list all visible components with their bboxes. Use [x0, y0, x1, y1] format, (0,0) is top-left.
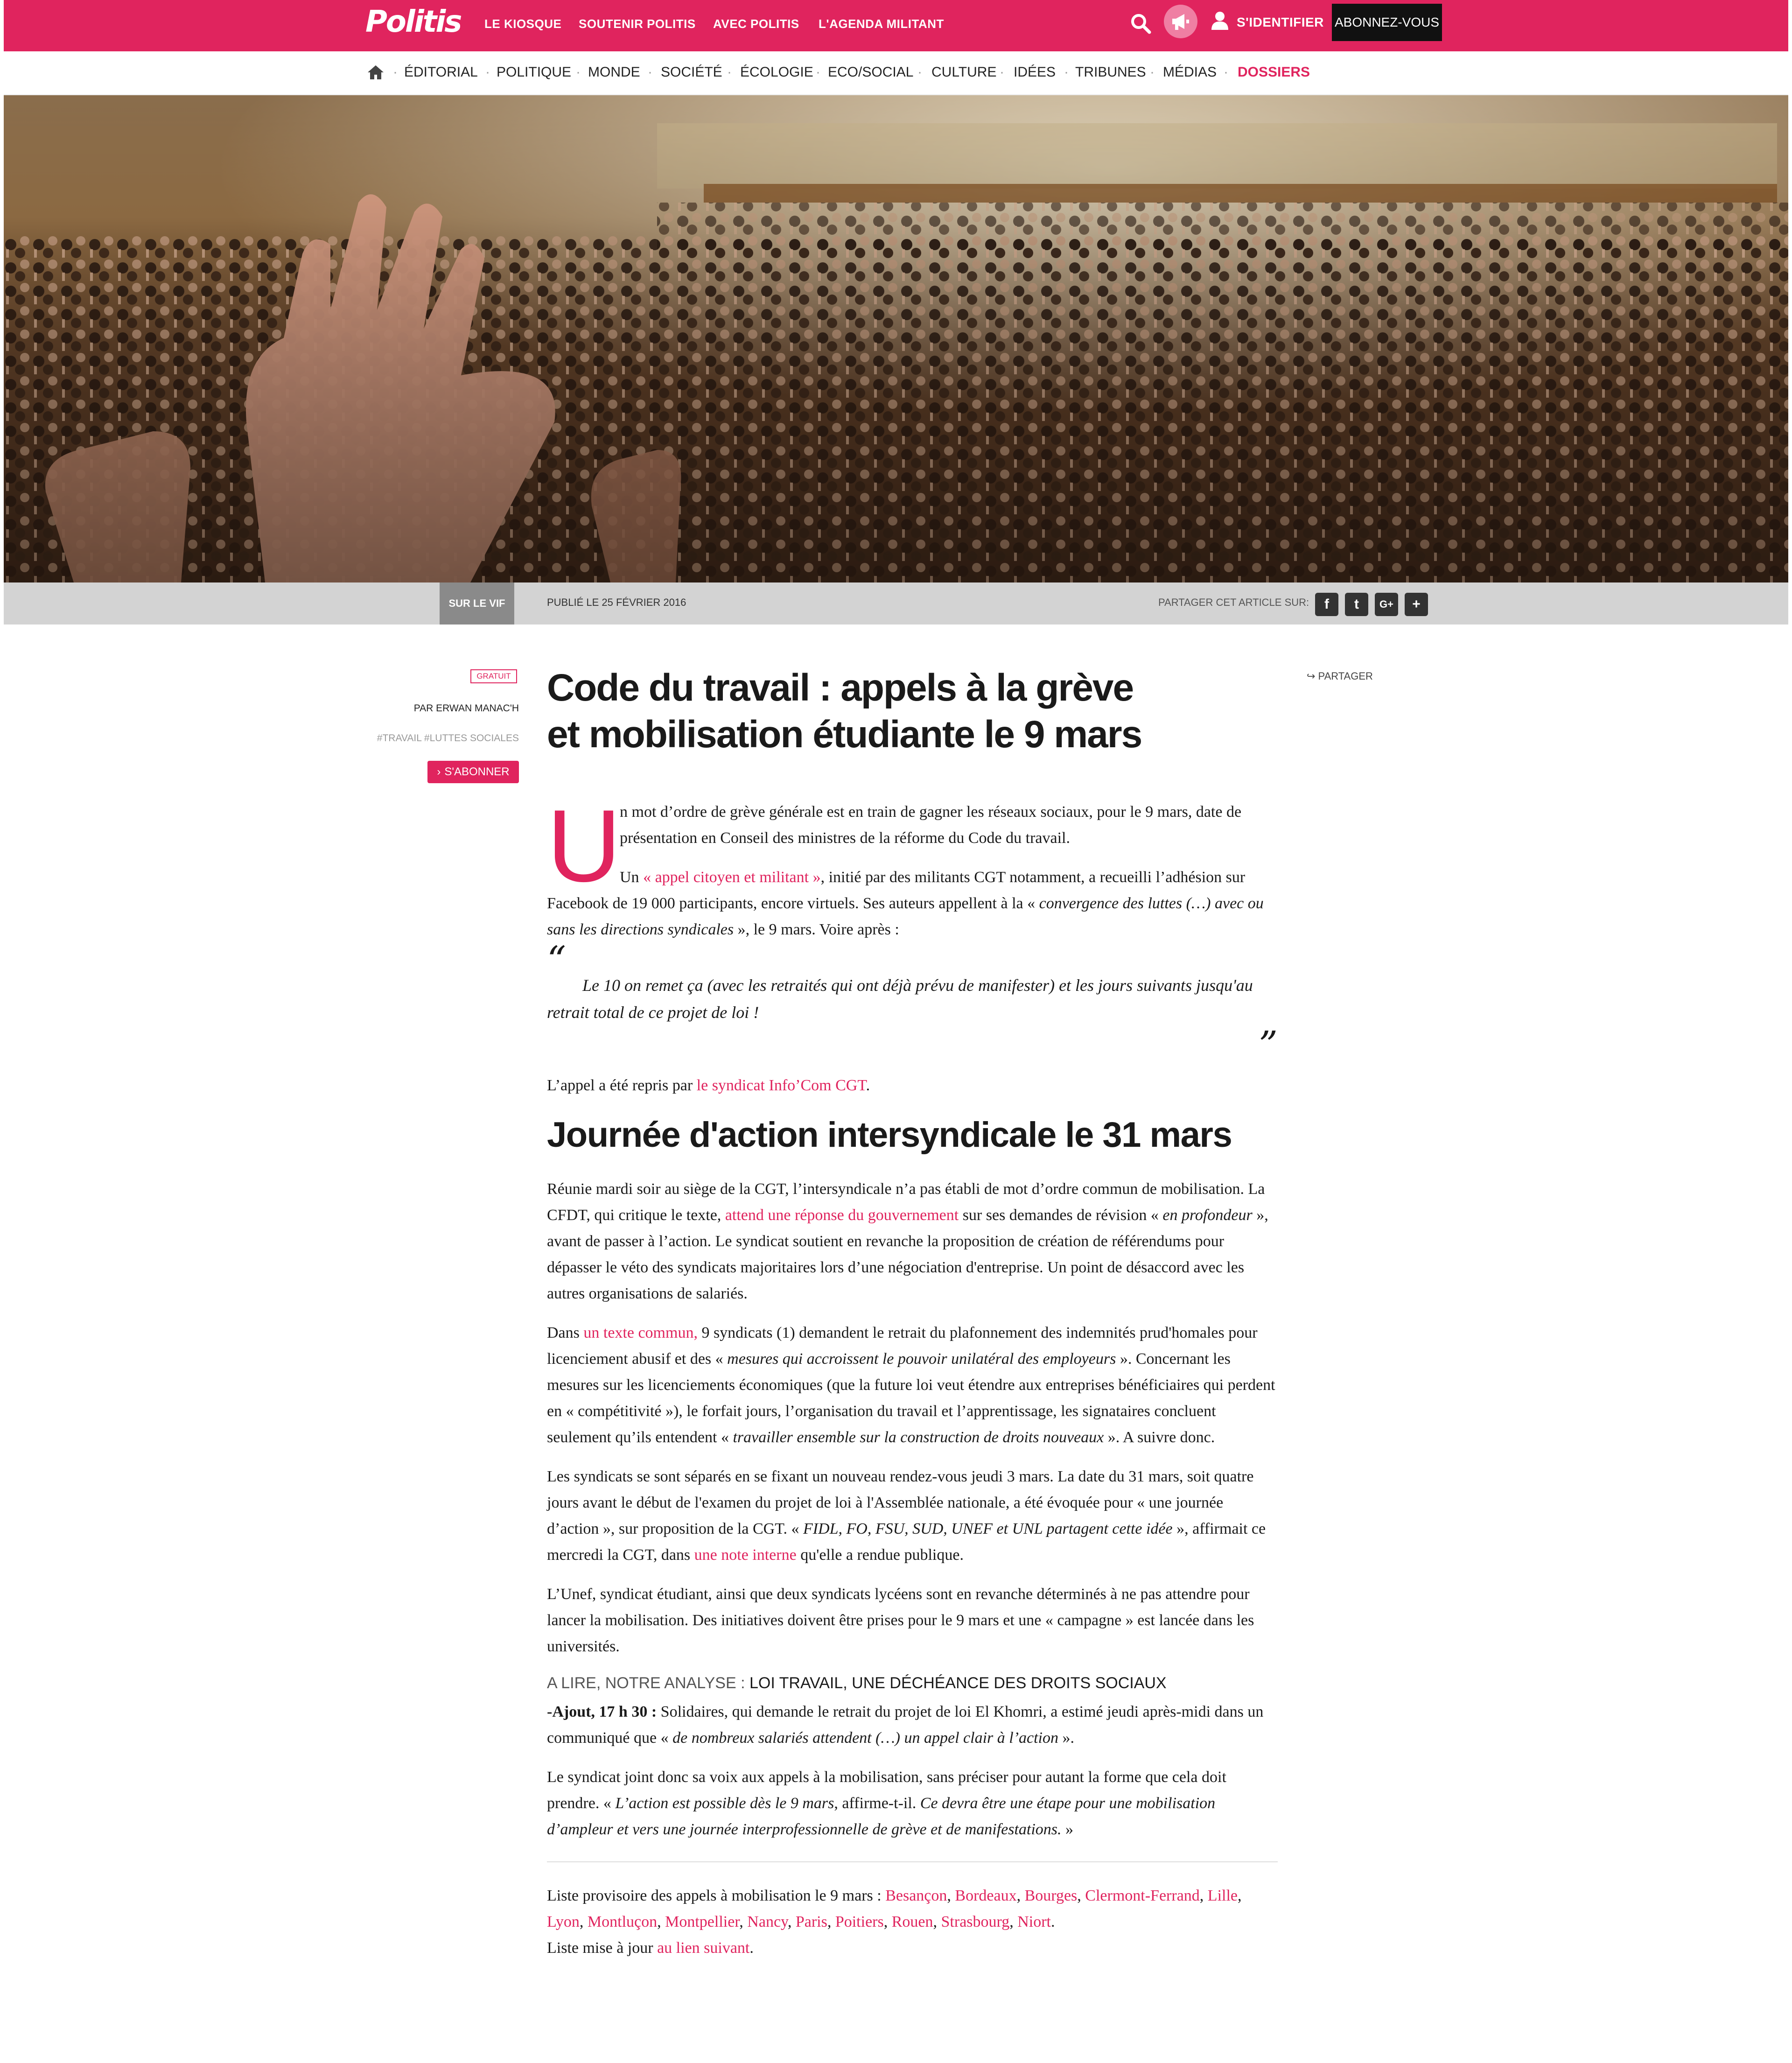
nav-ecologie[interactable]: ÉCOLOGIE	[740, 64, 813, 80]
paragraph-1: n mot d’ordre de grève générale est en train de gagner les réseaux sociaux, pour le 9 mars, date de présentation en Conseil des ministres de la réforme du Code du travail.	[620, 803, 1242, 847]
divider	[547, 1861, 1278, 1862]
facebook-share-button[interactable]: f	[1315, 593, 1338, 616]
paragraph-4: Réunie mardi soir au siège de la CGT, l’intersyndicale n’a pas établi de mot d’ordre commun de mobilisation. La CFDT, qui critique le texte, attend une réponse du gouvernement sur ses demandes de révision « en profondeur », avant de passer à l’action. Le syndicat soutient en revanche la proposition de création de référendums pour dépasser le véto des syndicats majoritaires lors d’une négociation d'entreprise. Un point de désaccord avec les autres organisations de salariés.	[547, 1180, 1268, 1302]
section-heading: Journée d'action intersyndicale le 31 mars	[547, 1115, 1232, 1155]
close-quote-icon: ”	[1259, 1023, 1278, 1067]
related-article-link[interactable]: LOI TRAVAIL, UNE DÉCHÉANCE DES DROITS SOCIAUX	[749, 1674, 1167, 1692]
city-link[interactable]: Niort	[1017, 1913, 1051, 1930]
note-interne-link[interactable]: une note interne	[694, 1546, 797, 1564]
update-link[interactable]: au lien suivant	[657, 1939, 750, 1957]
appel-citoyen-link[interactable]: « appel citoyen et militant »	[643, 869, 821, 886]
nav-dossiers[interactable]: DOSSIERS	[1238, 64, 1310, 80]
article-title: Code du travail : appels à la grève et mobilisation étudiante le 9 mars	[547, 667, 1142, 756]
share-link-label: PARTAGER	[1318, 670, 1373, 682]
city-link[interactable]: Poitiers	[835, 1913, 884, 1930]
top-bar	[4, 0, 1788, 51]
paragraph-2: Un « appel citoyen et militant », initié par des militants CGT notamment, a recueilli l’adhésion sur Facebook de 19 000 participants, encore virtuels. Ses auteurs appellent à la « convergence des luttes (…) avec ou sans les directions syndicales », le 9 mars. Voire après :	[547, 869, 1264, 938]
paragraph-5: Dans un texte commun, 9 syndicats (1) demandent le retrait du plafonnement des indemnités prud'homales pour licenciement abusif et des « mesures qui accroissent le pouvoir unilatéral des employeurs ». Concernant les mesures sur les licenciements économiques (que la future loi veut étendre aux entreprises bénéficiaires qui perdent en « compétitivité »), le forfait jours, l’organisation du travail et l’apprentissage, les signataires concluent seulement qu’ils entendent « travailler ensemble sur la construction de droits nouveaux ». A suivre donc.	[547, 1324, 1275, 1446]
share-label: PARTAGER CET ARTICLE SUR:	[1158, 596, 1309, 608]
city-link[interactable]: Besançon	[885, 1887, 947, 1904]
paragraph-10: Liste provisoire des appels à mobilisation le 9 mars : Besançon, Bordeaux, Bourges, Clermont-Ferrand, Lille, Lyon, Montluçon, Montpellier, Nancy, Paris, Poitiers, Rouen, Strasbourg, Niort. Liste mise à jour au lien suivant.	[547, 1887, 1242, 1957]
city-link[interactable]: Montpellier	[665, 1913, 740, 1930]
cfdt-link[interactable]: attend une réponse du gouvernement	[725, 1207, 959, 1224]
city-link[interactable]: Bourges	[1024, 1887, 1078, 1904]
city-link[interactable]: Paris	[795, 1913, 827, 1930]
nav-avec-politis[interactable]: AVEC POLITIS	[713, 17, 799, 31]
article-body	[547, 788, 1278, 1974]
paragraph-8: -Ajout, 17 h 30 : Solidaires, qui demande le retrait du projet de loi El Khomri, a estimé jeudi après-midi dans un communiqué que « de nombreux salariés attendent (…) un appel clair à l’action ».	[547, 1703, 1264, 1747]
section-nav: · ÉDITORIAL · POLITIQUE · MONDE · SOCIÉTÉ · ÉCOLOGIE · ECO/SOCIAL · CULTURE · IDÉES · TRIBUNES · MÉDIAS · DOSSIERS	[4, 51, 1788, 95]
city-link[interactable]: Lyon	[547, 1913, 580, 1930]
city-link[interactable]: Clermont-Ferrand	[1085, 1887, 1200, 1904]
city-link[interactable]: Montluçon	[587, 1913, 658, 1930]
city-link[interactable]: Lille	[1207, 1887, 1238, 1904]
paragraph-6: Les syndicats se sont séparés en se fixant un nouveau rendez-vous jeudi 3 mars. La date du 31 mars, soit quatre jours avant le début de l'examen du projet de loi à l'Assemblée nationale, a été évoquée pour « une journée d’action », sur proposition de la CGT. « FIDL, FO, FSU, SUD, UNEF et UNL partagent cette idée », affirmait ce mercredi la CGT, dans une note interne qu'elle a rendue publique.	[547, 1468, 1266, 1564]
city-link[interactable]: Nancy	[747, 1913, 788, 1930]
texte-commun-link[interactable]: un texte commun,	[583, 1324, 698, 1341]
share-link[interactable]: ↪ PARTAGER	[1307, 670, 1373, 682]
subscribe-side-label: S'ABONNER	[444, 765, 510, 778]
twitter-share-button[interactable]: t	[1345, 593, 1368, 616]
nav-politique[interactable]: POLITIQUE	[497, 64, 572, 80]
city-links: Besançon, Bordeaux, Bourges, Clermont-Ferrand, Lille, Lyon, Montluçon, Montpellier, Nancy, Paris, Poitiers, Rouen, Strasbourg, Niort.	[547, 1887, 1242, 1930]
city-link[interactable]: Bordeaux	[955, 1887, 1017, 1904]
paragraph-3: L’appel a été repris par le syndicat Info’Com CGT.	[547, 1077, 870, 1094]
nav-monde[interactable]: MONDE	[588, 64, 640, 80]
subscribe-button[interactable]: ABONNEZ-VOUS	[1332, 4, 1442, 41]
home-icon[interactable]	[367, 64, 385, 80]
article-info-bar	[4, 582, 1788, 625]
nav-culture[interactable]: CULTURE	[931, 64, 997, 80]
author-link[interactable]: PAR ERWAN MANAC'H	[413, 703, 519, 714]
publish-date: PUBLIÉ LE 25 FÉVRIER 2016	[547, 596, 686, 608]
related-article: A LIRE, NOTRE ANALYSE : LOI TRAVAIL, UNE DÉCHÉANCE DES DROITS SOCIAUX	[547, 1674, 1167, 1692]
site-logo[interactable]: Politis	[365, 5, 461, 39]
more-share-button[interactable]: +	[1405, 593, 1428, 616]
hero-image	[4, 95, 1788, 582]
drop-cap: U	[547, 788, 621, 903]
subscribe-side-button[interactable]: › S'ABONNER	[427, 761, 519, 783]
nav-medias[interactable]: MÉDIAS	[1163, 64, 1217, 80]
nav-editorial[interactable]: ÉDITORIAL	[404, 64, 478, 80]
open-quote-icon: “	[547, 938, 566, 982]
megaphone-icon[interactable]	[1164, 5, 1197, 38]
free-badge: GRATUIT	[470, 669, 517, 683]
nav-kiosque[interactable]: LE KIOSQUE	[484, 17, 562, 31]
nav-tribunes[interactable]: TRIBUNES	[1075, 64, 1146, 80]
pull-quote: “ Le 10 on remet ça (avec les retraités qui ont déjà prévu de manifester) et les jours suivants jusqu'au retrait total de ce projet de loi ! ”	[547, 938, 1278, 1067]
googleplus-share-button[interactable]: G+	[1375, 593, 1398, 616]
user-icon[interactable]	[1211, 11, 1228, 30]
search-icon[interactable]	[1129, 12, 1153, 35]
city-link[interactable]: Strasbourg	[941, 1913, 1010, 1930]
nav-idees[interactable]: IDÉES	[1014, 64, 1056, 80]
paragraph-9: Le syndicat joint donc sa voix aux appels à la mobilisation, sans préciser pour autant la forme que cela doit prendre. « L’action est possible dès le 9 mars, affirme-t-il. Ce devra être une étape pour une mobilisation d’ampleur et vers une journée interprofessionnelle de grève et de manifestations. »	[547, 1768, 1226, 1838]
paragraph-7: L’Unef, syndicat étudiant, ainsi que deux syndicats lycéens sont en revanche déterminés à ne pas attendre pour lancer la mobilisation. Des initiatives doivent être prises pour le 9 mars et une « campagne » est lancée dans les universités.	[547, 1586, 1254, 1655]
nav-eco-social[interactable]: ECO/SOCIAL	[828, 64, 914, 80]
nav-soutenir[interactable]: SOUTENIR POLITIS	[579, 17, 696, 31]
city-link[interactable]: Rouen	[891, 1913, 933, 1930]
nav-agenda[interactable]: L'AGENDA MILITANT	[819, 17, 944, 31]
login-link[interactable]: S'IDENTIFIER	[1237, 15, 1324, 29]
tags[interactable]: #TRAVAIL #LUTTES SOCIALES	[377, 733, 519, 744]
infocom-link[interactable]: le syndicat Info’Com CGT	[696, 1077, 866, 1094]
nav-societe[interactable]: SOCIÉTÉ	[661, 64, 722, 80]
rubric-label[interactable]: SUR LE VIF	[440, 582, 514, 625]
